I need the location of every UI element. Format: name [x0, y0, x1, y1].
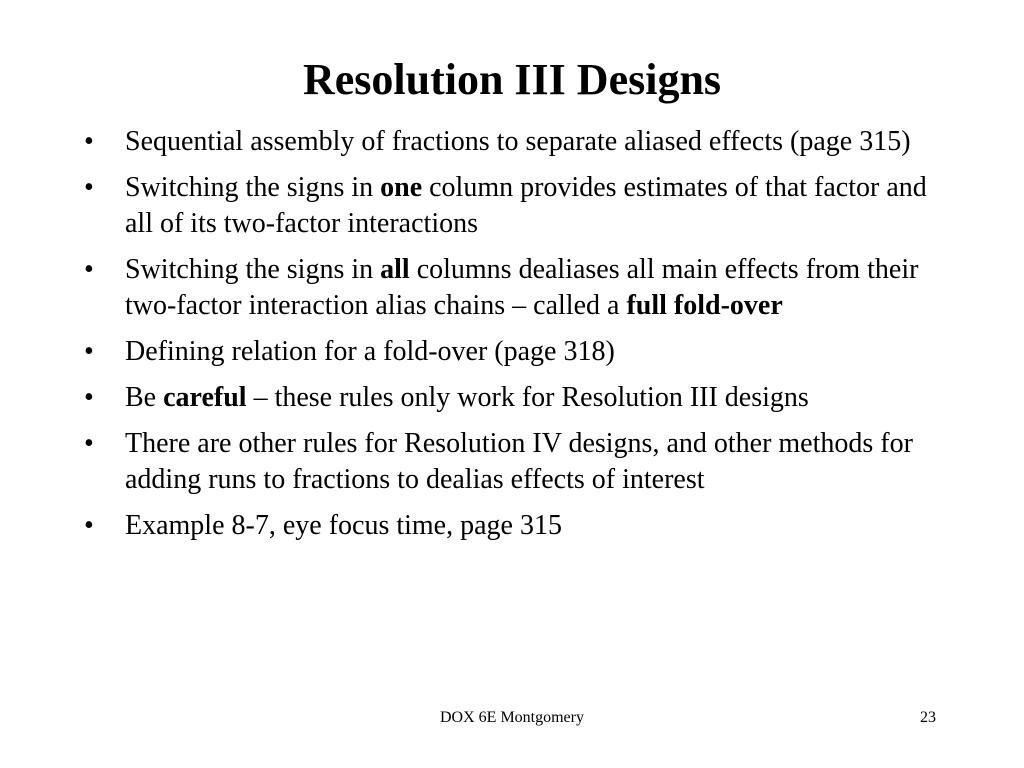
bullet-text [125, 254, 918, 321]
page-number: 23 [920, 709, 936, 726]
bullet-marker: • [84, 510, 94, 541]
bullet-marker: • [84, 126, 94, 157]
bullet-text [125, 510, 562, 541]
bullet-marker: • [84, 254, 94, 285]
bullet-segment: Defining relation for a fold-over (page 318) [125, 336, 615, 367]
bullet-item [84, 380, 944, 416]
bullet-text [125, 172, 927, 239]
bullet-segment: Switching the signs in [125, 254, 381, 285]
bullet-item [84, 334, 944, 370]
bullet-text [125, 336, 615, 367]
bullet-item [84, 426, 944, 498]
bullet-segment: columns dealiases all main effects from their two-factor interaction alias chains – called a [125, 254, 919, 321]
bullet-emphasis: all [380, 254, 410, 285]
slide-title: Resolution III Designs [302, 55, 722, 104]
bullet-item [84, 252, 944, 324]
bullet-segment: There are other rules for Resolution IV designs, and other methods for adding runs to fractions to dealias effects of interest [125, 428, 913, 495]
bullet-item [84, 170, 944, 242]
bullet-marker: • [84, 336, 94, 367]
bullet-marker: • [84, 382, 94, 413]
bullet-text [125, 382, 809, 413]
bullet-segment: Be [125, 382, 164, 413]
bullet-marker: • [84, 428, 94, 459]
bullet-emphasis: careful [163, 382, 247, 413]
bullet-segment: Sequential assembly of fractions to separate aliased effects (page 315) [125, 126, 911, 157]
bullet-emphasis: one [380, 172, 423, 203]
bullet-emphasis: full fold-over [626, 290, 783, 321]
bullet-segment: column provides estimates of that factor and all of its two-factor interactions [125, 172, 927, 239]
bullet-segment: Example 8-7, eye focus time, page 315 [125, 510, 562, 541]
bullet-segment: Switching the signs in [125, 172, 381, 203]
bullet-list [84, 124, 944, 554]
bullet-segment: – these rules only work for Resolution III designs [246, 382, 809, 413]
bullet-marker: • [84, 172, 94, 203]
bullet-item [84, 508, 944, 544]
bullet-item [84, 124, 944, 160]
footer-text: DOX 6E Montgomery [440, 709, 584, 726]
bullet-text [125, 126, 911, 157]
bullet-text [125, 428, 913, 495]
